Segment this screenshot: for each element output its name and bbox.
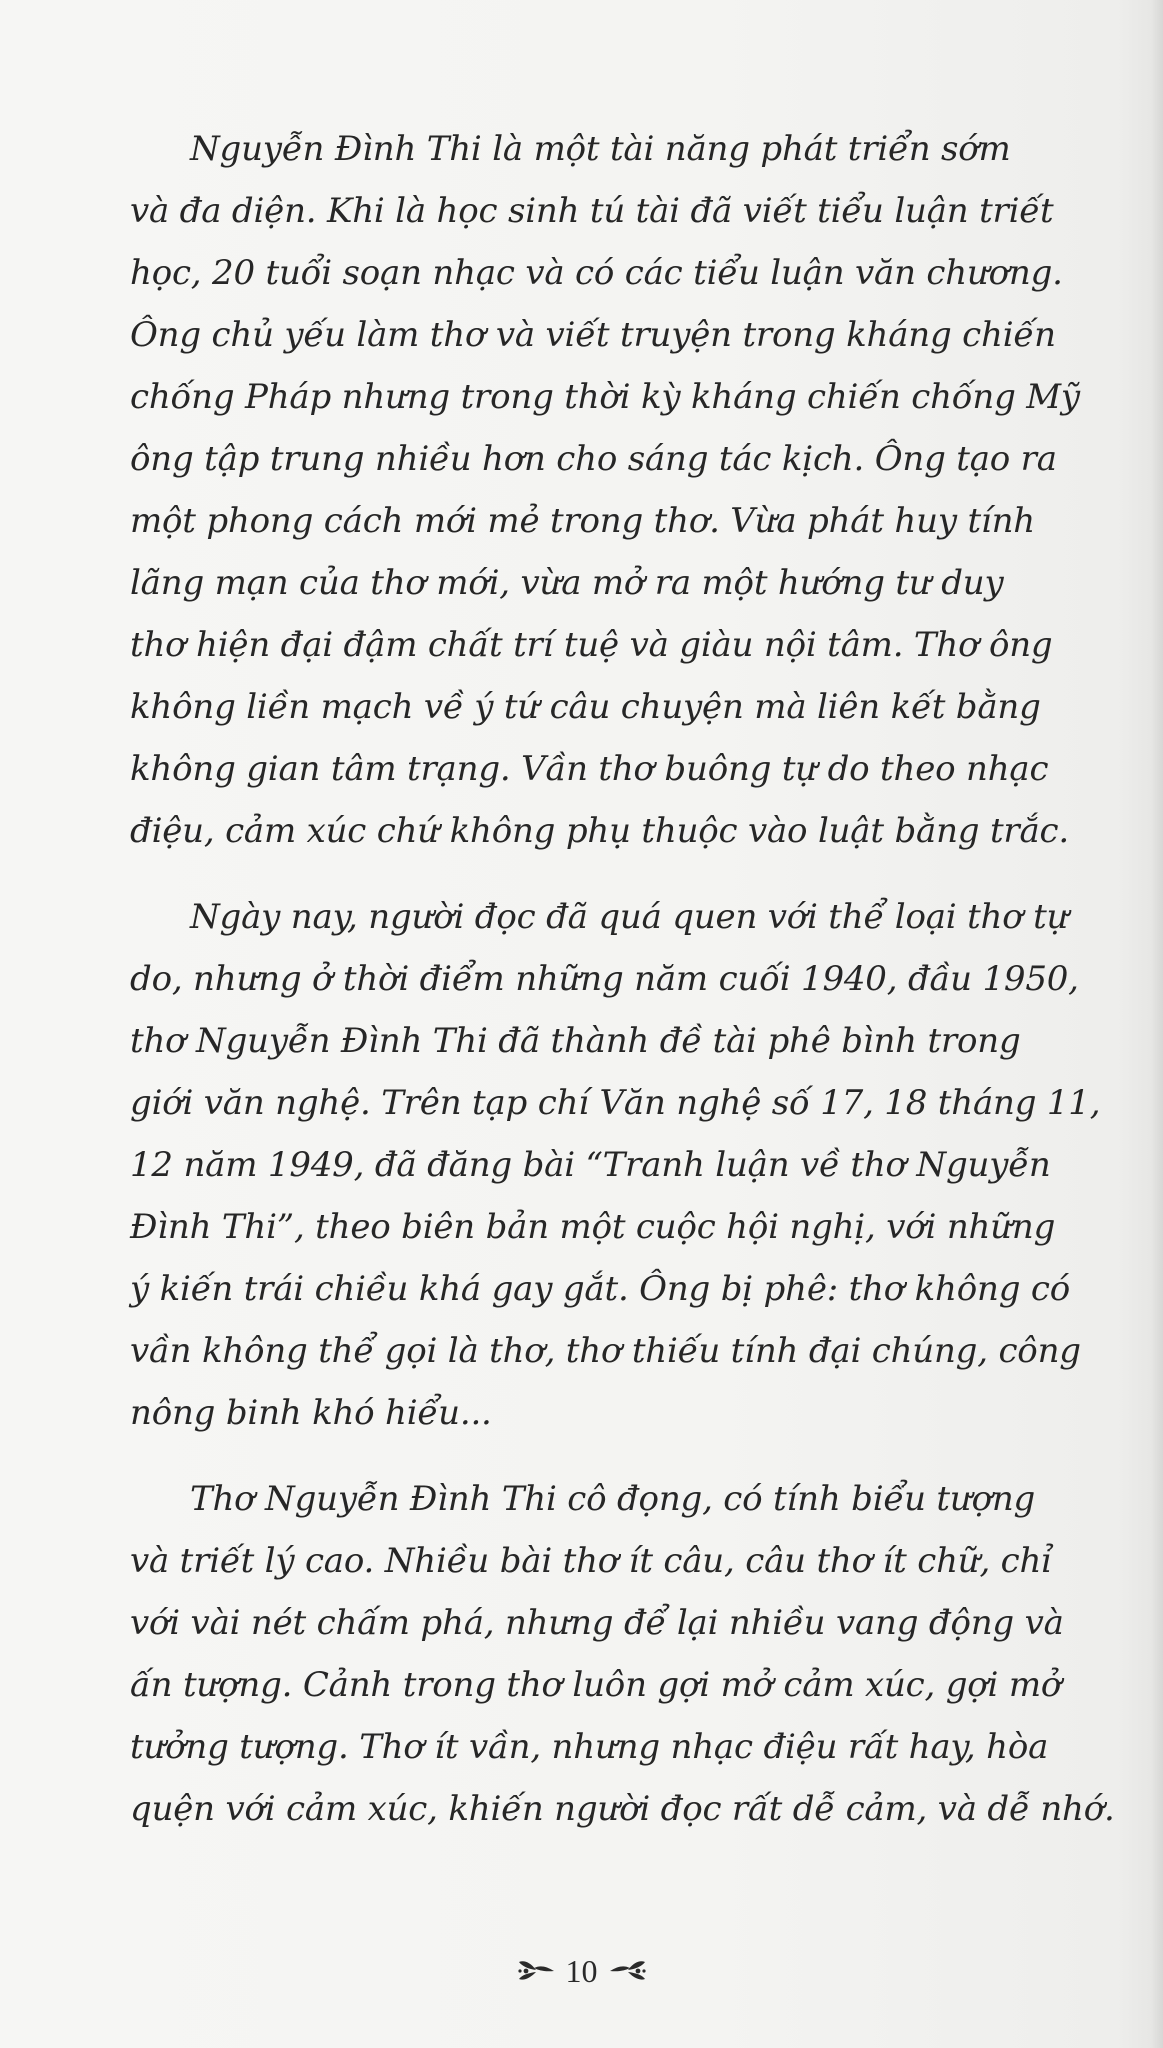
text-line: tưởng tượng. Thơ ít vần, nhưng nhạc điệu rất hay, hòa [130,1727,1049,1767]
text-line: 12 năm 1949, đã đăng bài “Tranh luận về thơ Nguyễn [130,1145,1051,1185]
text-line: ông tập trung nhiều hơn cho sáng tác kịch. Ông tạo ra [130,439,1057,479]
page-edge-shadow [1151,0,1163,2048]
page-footer [0,1946,1163,1996]
text-line: thơ Nguyễn Đình Thi đã thành đề tài phê bình trong [130,1021,1021,1061]
text-line: thơ hiện đại đậm chất trí tuệ và giàu nội tâm. Thơ ông [130,625,1053,665]
text-line: chống Pháp nhưng trong thời kỳ kháng chiến chống Mỹ [130,377,1080,417]
text-line: giới văn nghệ. Trên tạp chí Văn nghệ số 17, 18 tháng 11, [130,1083,1101,1123]
text-line: nông binh khó hiểu... [130,1393,492,1433]
page-number: 10 [565,1953,598,1989]
floral-ornament-icon [608,1956,648,1986]
text-line: và đa diện. Khi là học sinh tú tài đã viết tiểu luận triết [130,191,1054,231]
text-line: lãng mạn của thơ mới, vừa mở ra một hướng tư duy [130,563,1004,603]
text-line: và triết lý cao. Nhiều bài thơ ít câu, câu thơ ít chữ, chỉ [130,1541,1052,1581]
text-line: học, 20 tuổi soạn nhạc và có các tiểu luận văn chương. [130,253,1063,293]
text-line: do, nhưng ở thời điểm những năm cuối 1940, đầu 1950, [130,959,1079,999]
floral-ornament-icon [516,1956,556,1986]
text-line: Ông chủ yếu làm thơ và viết truyện trong kháng chiến [130,315,1056,355]
paragraph-1 [130,118,1120,862]
text-line: Đình Thi”, theo biên bản một cuộc hội nghị, với những [130,1207,1056,1247]
paragraph-2 [130,886,1120,1444]
text-line: không liền mạch về ý tứ câu chuyện mà liên kết bằng [130,687,1041,727]
text-line: không gian tâm trạng. Vần thơ buông tự do theo nhạc [130,749,1049,789]
body-text [130,118,1120,1840]
text-line: Thơ Nguyễn Đình Thi cô đọng, có tính biểu tượng [190,1479,1036,1519]
text-line: Nguyễn Đình Thi là một tài năng phát triển sớm [190,129,1011,169]
text-line: ấn tượng. Cảnh trong thơ luôn gợi mở cảm xúc, gợi mở [130,1665,1062,1705]
paragraph-3 [130,1468,1120,1840]
text-line: với vài nét chấm phá, nhưng để lại nhiều vang động và [130,1603,1064,1643]
text-line: điệu, cảm xúc chứ không phụ thuộc vào luật bằng trắc. [130,811,1069,851]
text-line: vần không thể gọi là thơ, thơ thiếu tính đại chúng, công [130,1331,1081,1371]
text-line: một phong cách mới mẻ trong thơ. Vừa phát huy tính [130,501,1035,541]
text-line: quện với cảm xúc, khiến người đọc rất dễ cảm, và dễ nhớ. [130,1789,1115,1829]
text-line: ý kiến trái chiều khá gay gắt. Ông bị phê: thơ không có [130,1269,1070,1309]
text-line: Ngày nay, người đọc đã quá quen với thể loại thơ tự [190,897,1069,937]
